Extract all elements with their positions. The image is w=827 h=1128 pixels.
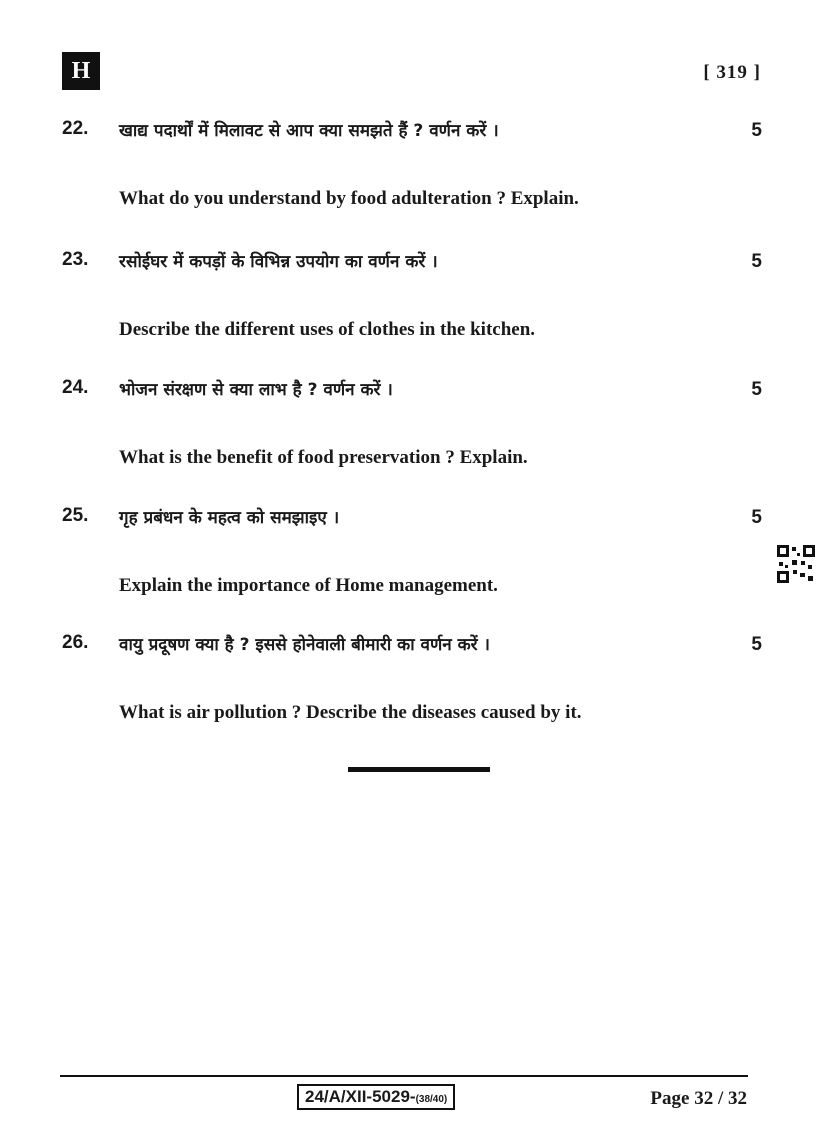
question-english: What do you understand by food adulteration ? Explain. bbox=[119, 188, 579, 209]
question-english: What is air pollution ? Describe the diseases caused by it. bbox=[119, 702, 582, 723]
footer-code bbox=[297, 1084, 455, 1110]
paper-code: [ 319 ] bbox=[703, 62, 761, 83]
question-marks: 5 bbox=[751, 634, 762, 655]
question-marks: 5 bbox=[751, 120, 762, 141]
question-hindi: भोजन संरक्षण से क्या लाभ है ? वर्णन करें । bbox=[119, 380, 393, 400]
page-number: Page 32 / 32 bbox=[650, 1088, 747, 1109]
end-rule bbox=[348, 767, 490, 772]
qr-code-icon bbox=[777, 545, 815, 583]
footer-code-suffix: (38/40) bbox=[415, 1094, 448, 1105]
question-english: Describe the different uses of clothes in the kitchen. bbox=[119, 319, 536, 340]
question-number: 26. bbox=[62, 632, 89, 653]
question-hindi: वायु प्रदूषण क्या है ? इससे होनेवाली बीमारी का वर्णन करें । bbox=[119, 635, 490, 655]
question-english: What is the benefit of food preservation ? Explain. bbox=[119, 447, 528, 468]
question-marks: 5 bbox=[751, 379, 762, 400]
question-number: 24. bbox=[62, 377, 89, 398]
question-hindi: रसोईघर में कपड़ों के विभिन्न उपयोग का वर्णन करें । bbox=[119, 252, 438, 272]
section-badge: H bbox=[62, 52, 100, 90]
question-marks: 5 bbox=[751, 507, 762, 528]
question-number: 25. bbox=[62, 505, 89, 526]
question-number: 23. bbox=[62, 249, 89, 270]
question-hindi: गृह प्रबंधन के महत्व को समझाइए । bbox=[119, 508, 340, 528]
footer-divider bbox=[60, 1075, 748, 1077]
question-english: Explain the importance of Home management. bbox=[119, 575, 498, 596]
footer-code-main: 24/A/XII-5029- bbox=[305, 1087, 416, 1106]
question-hindi: खाद्य पदार्थों में मिलावट से आप क्या समझते हैं ? वर्णन करें । bbox=[119, 121, 499, 141]
question-marks: 5 bbox=[751, 251, 762, 272]
question-number: 22. bbox=[62, 118, 89, 139]
